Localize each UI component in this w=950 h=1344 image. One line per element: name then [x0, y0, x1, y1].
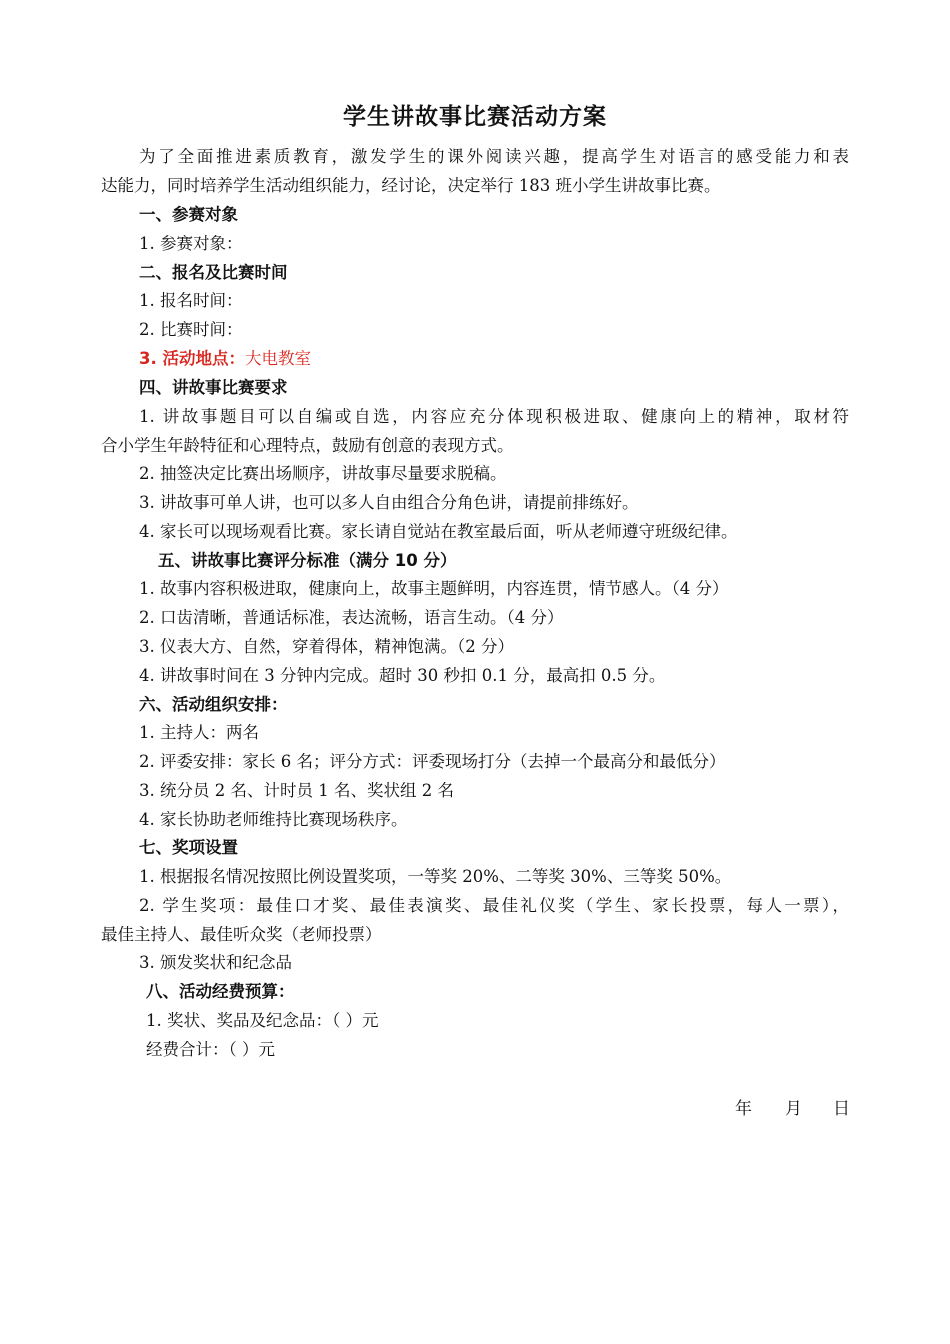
- venue-line: [139, 348, 311, 370]
- section-5-item-1: 1. 故事内容积极进取，健康向上，故事主题鲜明，内容连贯，情节感人。（4 分）: [139, 579, 729, 598]
- section-1-item-1: 1. 参赛对象：: [139, 234, 243, 253]
- venue-label: 3. 活动地点：: [139, 349, 245, 368]
- section-2-item-2: 2. 比赛时间：: [139, 320, 243, 339]
- section-8-item-1: 1. 奖状、奖品及纪念品：（ ）元: [146, 1011, 379, 1030]
- section-5-item-3: 3. 仪表大方、自然，穿着得体，精神饱满。（2 分）: [139, 637, 514, 656]
- section-4-item-3: 3. 讲故事可单人讲，也可以多人自由组合分角色讲，请提前排练好。: [139, 493, 639, 512]
- date-month: 月: [785, 1099, 802, 1119]
- section-4-heading: 四、讲故事比赛要求: [139, 378, 288, 397]
- intro-line-1: 为了全面推进素质教育，激发学生的课外阅读兴趣，提高学生对语言的感受能力和表: [139, 147, 849, 166]
- document-title: 学生讲故事比赛活动方案: [343, 104, 607, 130]
- section-7-heading: 七、奖项设置: [139, 838, 238, 857]
- section-4-item-4: 4. 家长可以现场观看比赛。家长请自觉站在教室最后面，听从老师遵守班级纪律。: [139, 522, 738, 541]
- section-6-item-4: 4. 家长协助老师维持比赛现场秩序。: [139, 810, 408, 829]
- date-year: 年: [735, 1099, 752, 1119]
- section-7-item-2-line-1: 2. 学生奖项：最佳口才奖、最佳表演奖、最佳礼仪奖（学生、家长投票，每人一票），: [139, 896, 849, 915]
- section-4-item-1-line-1: 1. 讲故事题目可以自编或自选，内容应充分体现积极进取、健康向上的精神，取材符: [139, 407, 849, 426]
- section-8-total: 经费合计：（ ）元: [146, 1040, 275, 1059]
- section-6-item-3: 3. 统分员 2 名、计时员 1 名、奖状组 2 名: [139, 781, 454, 800]
- venue-value: 大电教室: [245, 349, 311, 368]
- section-7-item-1: 1. 根据报名情况按照比例设置奖项，一等奖 20%、二等奖 30%、三等奖 50%。: [139, 867, 732, 886]
- section-4-item-2: 2. 抽签决定比赛出场顺序，讲故事尽量要求脱稿。: [139, 464, 507, 483]
- section-2-item-1: 1. 报名时间：: [139, 291, 243, 310]
- section-5-item-2: 2. 口齿清晰，普通话标准，表达流畅，语言生动。（4 分）: [139, 608, 564, 627]
- section-4-item-1-line-2: 合小学生年龄特征和心理特点，鼓励有创意的表现方式。: [101, 436, 514, 455]
- date-day: 日: [833, 1099, 850, 1119]
- section-6-item-2: 2. 评委安排：家长 6 名；评分方式：评委现场打分（去掉一个最高分和最低分）: [139, 752, 726, 771]
- section-2-heading: 二、报名及比赛时间: [139, 263, 288, 282]
- section-5-item-4: 4. 讲故事时间在 3 分钟内完成。超时 30 秒扣 0.1 分，最高扣 0.5 分。: [139, 666, 666, 685]
- section-7-item-2-line-2: 最佳主持人、最佳听众奖（老师投票）: [101, 925, 382, 944]
- section-6-item-1: 1. 主持人：两名: [139, 723, 259, 742]
- intro-line-2: 达能力，同时培养学生活动组织能力，经讨论，决定举行 183 班小学生讲故事比赛。: [101, 176, 721, 195]
- section-5-heading: 五、讲故事比赛评分标准（满分 10 分）: [158, 551, 457, 570]
- section-8-heading: 八、活动经费预算：: [146, 982, 295, 1001]
- section-1-heading: 一、参赛对象: [139, 205, 238, 224]
- section-6-heading: 六、活动组织安排：: [139, 695, 288, 714]
- section-7-item-3: 3. 颁发奖状和纪念品: [139, 953, 292, 972]
